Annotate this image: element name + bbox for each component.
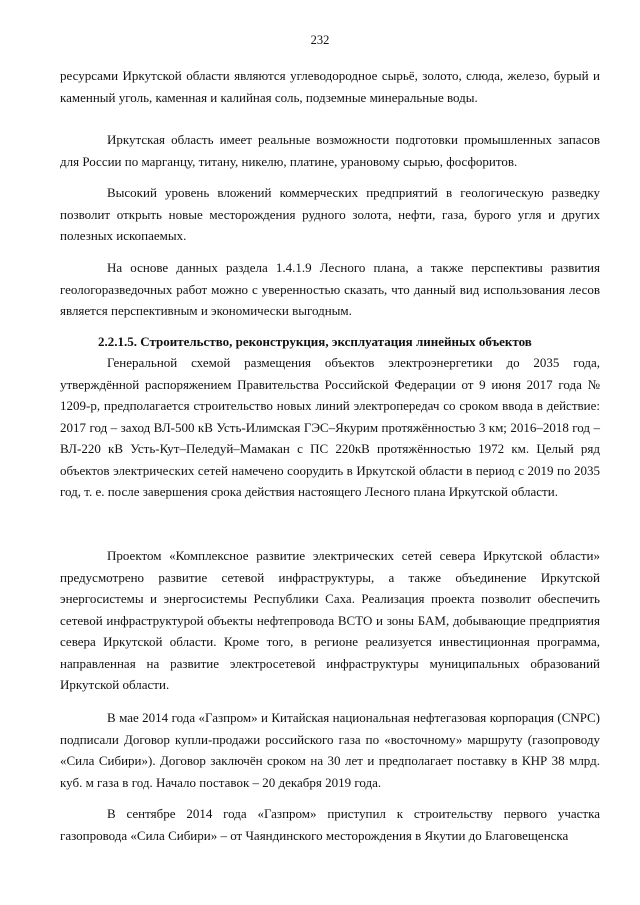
- paragraph-gazprom-cnpc: [60, 707, 600, 793]
- paragraph-power-of-siberia: [60, 803, 600, 846]
- section-heading: 2.2.1.5. Строительство, реконструкция, эксплуатация линейных объектов: [98, 334, 532, 349]
- paragraph-text: Высокий уровень вложений коммерческих предприятий в геологическую разведку позволит открыть новые месторождения рудного золота, нефти, газа, бурого угля и других полезных ископаемых.: [60, 185, 600, 243]
- paragraph-text: На основе данных раздела 1.4.1.9 Лесного плана, а также перспективы развития геологоразведочных работ можно с уверенностью сказать, что данный вид использования лесов является перспективным и экономически выгодным.: [60, 260, 600, 318]
- paragraph-text: Проектом «Комплексное развитие электрических сетей севера Иркутской области» предусмотрено развитие сетевой инфраструктуры, а также объединение Иркутской энергосистемы и энергосистемы Республики Саха. Реализация проекта позволит обеспечить сетевой инфраструктурой объекты нефтепровода ВСТО и зоны БАМ, добывающие предприятия севера Иркутской области. Кроме того, в регионе реализуется инвестиционная программа, направленная на развитие электросетевой инфраструктуры муниципальных образований Иркутской области.: [60, 548, 600, 692]
- page-number: 232: [310, 33, 330, 47]
- paragraph-text: В сентябре 2014 года «Газпром» приступил к строительству первого участка газопровода «Сила Сибири» – от Чаяндинского месторождения в Якутии до Благовещенска: [60, 806, 600, 843]
- paragraph-power-lines: [60, 352, 600, 503]
- paragraph-industrial-reserves: [60, 129, 600, 172]
- paragraph-exploration-investment: [60, 182, 600, 247]
- paragraph-forest-plan-basis: [60, 257, 600, 322]
- paragraph-text: ресурсами Иркутской области являются углеводородное сырьё, золото, слюда, железо, бурый и каменный уголь, каменная и калийная соль, подземные минеральные воды.: [60, 68, 600, 105]
- paragraph-mineral-resources: [60, 65, 600, 108]
- paragraph-text: Генеральной схемой размещения объектов электроэнергетики до 2035 года, утверждённой распоряжением Правительства Российской Федерации от 9 июня 2017 года № 1209-р, предполагается строительство новых линий электропередач со сроком ввода в действие: 2017 год – заход ВЛ-500 кВ Усть-Илимская ГЭС–Якурим протяжённостью 3 км; 2016–2018 год – ВЛ-220 кВ Усть-Кут–Пеледуй–Мамакан с ПС 220кВ протяжённостью 1972 км. Целый ряд объектов электрических сетей намечено соорудить в Иркутской области в период с 2019 по 2035 год, т. е. после завершения срока действия настоящего Лесного плана Иркутской области.: [60, 355, 600, 499]
- paragraph-electric-grid-project: [60, 545, 600, 696]
- paragraph-text: Иркутская область имеет реальные возможности подготовки промышленных запасов для России по марганцу, титану, никелю, платине, урановому сырью, фосфоритов.: [60, 132, 600, 169]
- paragraph-text: В мае 2014 года «Газпром» и Китайская национальная нефтегазовая корпорация (CNPC) подписали Договор купли-продажи российского газа по «восточному» маршруту (газопроводу «Сила Сибири»). Договор заключён сроком на 30 лет и предполагает поставку в КНР 38 млрд. куб. м газа в год. Начало поставок – 20 декабря 2019 года.: [60, 710, 600, 790]
